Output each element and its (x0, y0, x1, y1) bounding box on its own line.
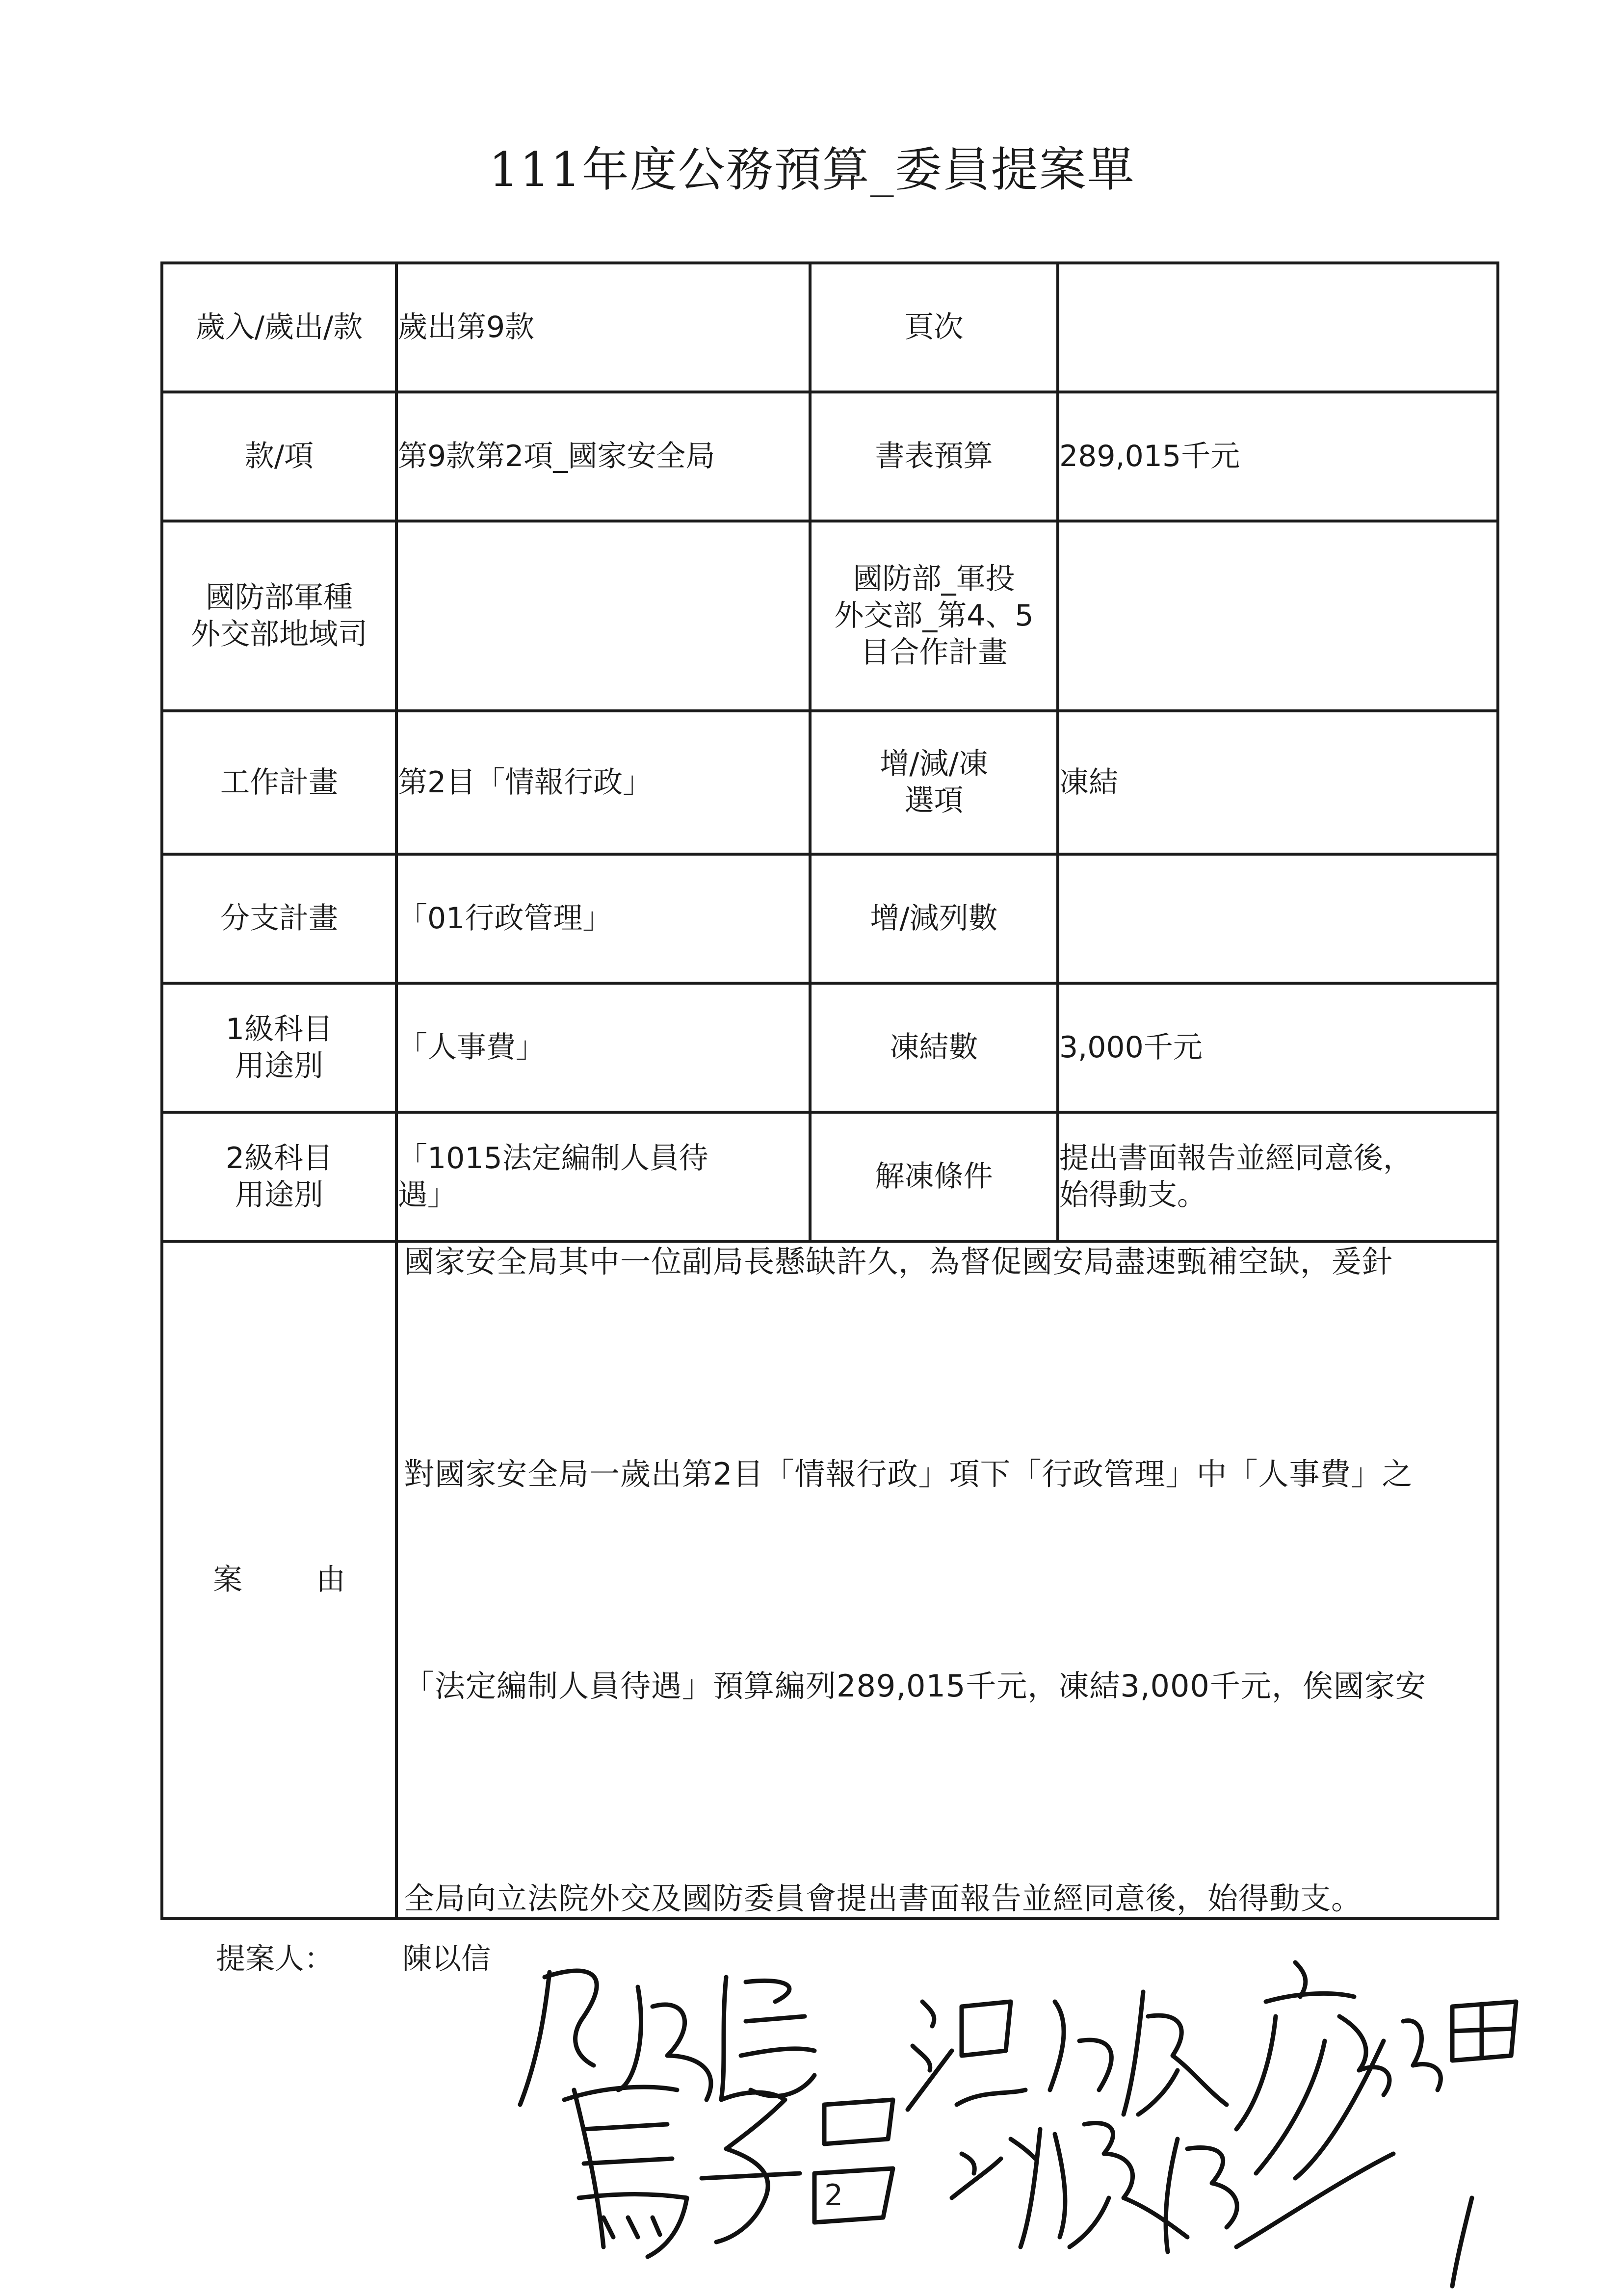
value-level2-line1: 「1015法定編制人員待 (398, 1141, 708, 1175)
label-defense-investment: 國防部_軍投 (853, 562, 1015, 596)
label-reason (162, 1241, 396, 1919)
label-level1-subject (162, 983, 396, 1112)
label-defense-branch: 國防部軍種 (206, 580, 353, 615)
label-level2-line2: 用途別 (235, 1177, 323, 1212)
proposer-name: 陳以信 (402, 1942, 491, 1976)
label-foreign-region: 外交部地域司 (191, 617, 367, 652)
value-unfreeze-line2: 始得動支。 (1059, 1177, 1206, 1212)
label-adjust-amount: 增/減列數 (810, 854, 1058, 983)
signature-5 (952, 2041, 1393, 2252)
value-book-budget: 289,015千元 (1058, 392, 1498, 521)
value-level1-subject: 「人事費」 (396, 983, 810, 1112)
label-branch-plan: 分支計畫 (162, 854, 396, 983)
row-reason (162, 1241, 1498, 1919)
proposal-form-table (160, 261, 1499, 1920)
label-reason-char1: 案 (213, 1563, 242, 1597)
value-adjust-option: 凍結 (1058, 711, 1498, 854)
value-section-item: 第9款第2項_國家安全局 (396, 392, 810, 521)
label-level2-line1: 2級科目 (225, 1141, 333, 1175)
signature-4 (564, 2087, 893, 2257)
row-budget-type (162, 263, 1498, 392)
label-foreign-item: 外交部_第4、5 (834, 599, 1034, 633)
proposer-label: 提案人： (216, 1942, 334, 1976)
value-page-no (1058, 263, 1498, 392)
signature-1 (520, 1971, 814, 2105)
label-adjust-option (810, 711, 1058, 854)
label-level1-line2: 用途別 (235, 1048, 323, 1083)
value-budget-type: 歲出第9款 (396, 263, 810, 392)
reason-text (396, 1241, 1498, 1919)
label-unfreeze-condition: 解凍條件 (810, 1112, 1058, 1241)
label-book-budget: 書表預算 (810, 392, 1058, 521)
label-page-no: 頁次 (810, 263, 1058, 392)
value-freeze-amount: 3,000千元 (1058, 983, 1498, 1112)
value-branch-plan: 「01行政管理」 (396, 854, 810, 983)
row-defense-foreign (162, 521, 1498, 711)
value-defense-foreign (396, 521, 810, 711)
row-level1-subject (162, 983, 1498, 1112)
form-title: 111年度公務預算_委員提案單 (489, 142, 1135, 197)
label-level2-subject (162, 1112, 396, 1241)
label-level1-line1: 1級科目 (225, 1012, 333, 1046)
label-budget-type: 歲入/歲出/款 (162, 263, 396, 392)
value-cooperation-plan (1058, 521, 1498, 711)
reason-line: 對國家安全局一歲出第2目「情報行政」項下「行政管理」中「人事費」之 (404, 1456, 1413, 1492)
label-cooperation-plan (810, 521, 1058, 711)
label-reason-char2: 由 (316, 1563, 345, 1597)
reason-line: 國家安全局其中一位副局長懸缺許久，為督促國安局盡速甄補空缺，爰針 (404, 1244, 1393, 1279)
value-adjust-amount (1058, 854, 1498, 983)
handwritten-signatures (491, 1943, 1570, 2296)
page-mark (1452, 2168, 1471, 2203)
signature-3 (1236, 1962, 1516, 2173)
row-section-item (162, 392, 1498, 521)
label-section-item: 款/項 (162, 392, 396, 521)
value-unfreeze-line1: 提出書面報告並經同意後， (1059, 1141, 1413, 1175)
label-work-plan: 工作計畫 (162, 711, 396, 854)
page-mark-stroke (1452, 2198, 1472, 2286)
signature-note: 2 (824, 2178, 843, 2213)
label-adjust-option-line1: 增/減/凍 (880, 747, 988, 781)
row-branch-plan (162, 854, 1498, 983)
reason-line: 「法定編制人員待遇」預算編列289,015千元，凍結3,000千元，俟國家安 (404, 1668, 1426, 1704)
signature-2 (908, 1992, 1227, 2114)
label-defense-foreign (162, 521, 396, 711)
label-cooperation: 目合作計畫 (860, 635, 1008, 670)
value-level2-line2: 遇」 (398, 1177, 457, 1212)
value-level2-subject (396, 1112, 810, 1241)
row-level2-subject (162, 1112, 1498, 1241)
label-adjust-option-line2: 選項 (904, 783, 964, 818)
row-work-plan (162, 711, 1498, 854)
value-work-plan: 第2目「情報行政」 (396, 711, 810, 854)
value-unfreeze-condition (1058, 1112, 1498, 1241)
reason-line: 全局向立法院外交及國防委員會提出書面報告並經同意後，始得動支。 (404, 1880, 1362, 1916)
label-freeze-amount: 凍結數 (810, 983, 1058, 1112)
